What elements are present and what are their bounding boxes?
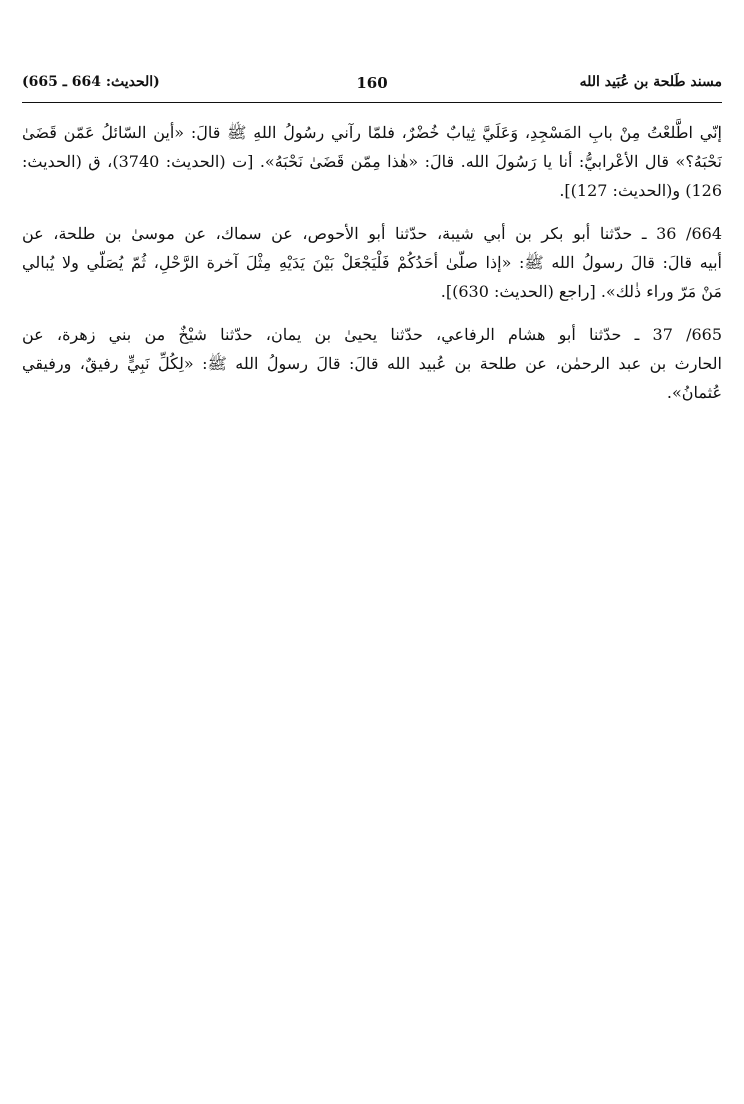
hadith-range: (الحديث: 664 ـ 665) [22,74,160,90]
paragraph-continuation [22,118,722,205]
text-line: 665/ 37 ـ حدّثنا أبو هشام الرفاعي، حدّثنا يحيىٰ بن يمان، حدّثنا شيْخٌ من بني زهرة، عن [22,325,722,344]
running-title: مسند طَلحة بن عُبَيد الله [579,74,722,90]
hadith-665 [22,320,722,407]
text-line: أبيه قالَ: قالَ رسولُ الله ﷺ: «إذا صلّىٰ أحَدُكُمْ فَلْيَجْعَلْ بَيْنَ يَدَيْهِ مِثْلَ آخرة الرَّحْلِ، ثُمّ يُصَلّي ولا يُبالي [22,253,722,272]
text-line: 664/ 36 ـ حدّثنا أبو بكر بن أبي شيبة، حدّثنا أبو الأحوص، عن سماك، عن موسىٰ بن طلحة، عن [22,224,722,243]
text-line: إنّي اطَّلعْتُ مِنْ بابِ المَسْجِدِ، وَعَلَيَّ ثِيابٌ خُضْرٌ، فلمّا رآني رسُولُ اللهِ ﷺ قالَ: «أين السّائلُ عَمّن قَضَىٰ [22,123,722,142]
hadith-664 [22,219,722,306]
page-header [22,70,722,103]
page-number: 160 [356,74,388,92]
text-line: 126) و(الحديث: 127)]. [559,181,722,200]
text-line: مَنْ مَرّ وراء ذٰلك». [راجع (الحديث: 630)]. [440,282,722,301]
text-line: الحارث بن عبد الرحمٰن، عن طلحة بن عُبيد الله قالَ: قالَ رسولُ الله ﷺ: «لِكُلِّ نَبِيٍّ رفيقٌ، ورفيقي [22,354,722,373]
text-line: عُثمانُ». [666,383,722,402]
page-body [22,118,722,421]
text-line: نَحْبَهُ؟» قال الأعْرابيُّ: أنا يا رَسُولَ الله. قالَ: «هٰذا مِمّن قَضَىٰ نَحْبَهُ». [ت (الحديث: 3740)، ق (الحديث: [22,152,722,171]
